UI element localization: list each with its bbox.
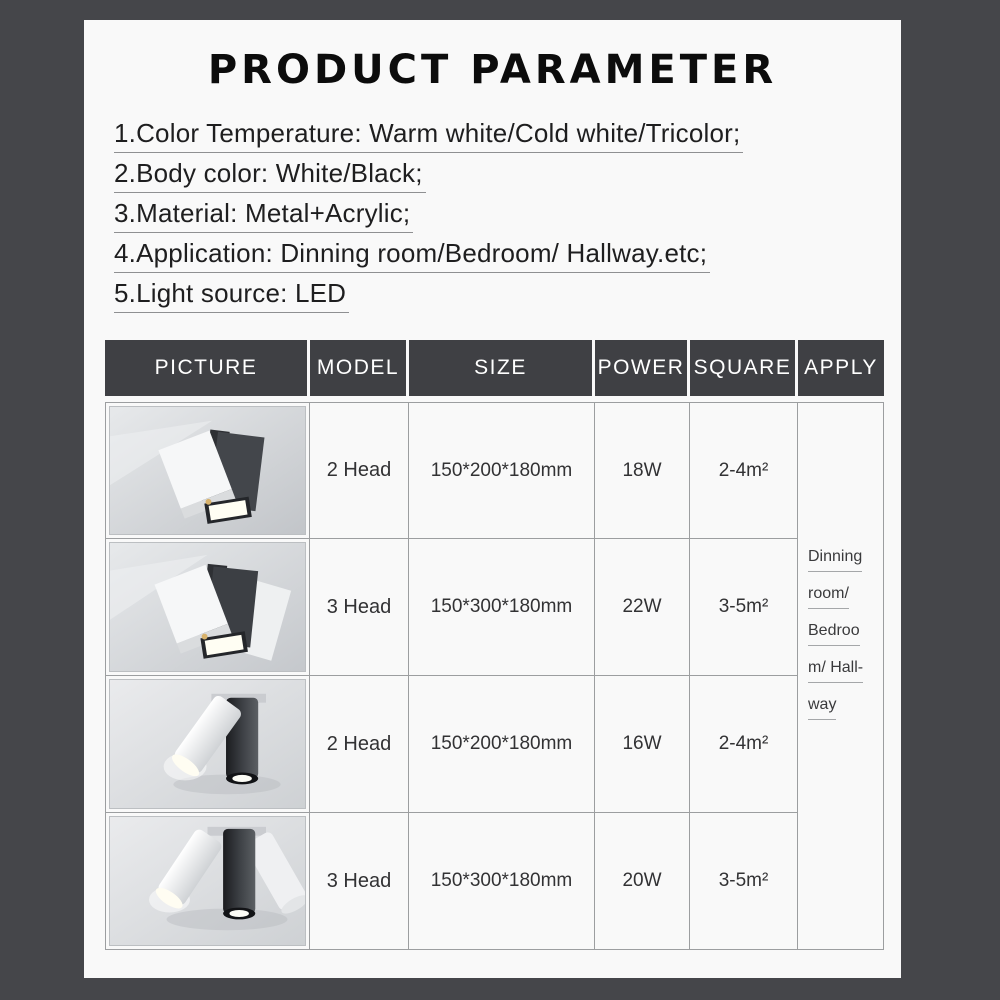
square-cell: 3-5m² bbox=[690, 813, 798, 950]
column-header-square: SQUARE bbox=[690, 340, 798, 402]
photo-2-head-square-light-icon bbox=[109, 406, 306, 535]
model-cell: 3 Head bbox=[310, 813, 409, 950]
feature-text-light-source: 5.Light source: LED bbox=[114, 278, 349, 313]
feature-item bbox=[114, 118, 901, 153]
photo-3-head-cylinder-light-icon bbox=[109, 816, 306, 946]
photo-2-head-cylinder-light-icon bbox=[109, 679, 306, 809]
size-cell: 150*300*180mm bbox=[409, 813, 595, 950]
power-cell: 18W bbox=[595, 402, 690, 539]
picture-cell bbox=[105, 676, 310, 813]
feature-text-body-color: 2.Body color: White/Black; bbox=[114, 158, 426, 193]
size-cell: 150*200*180mm bbox=[409, 402, 595, 539]
model-cell: 2 Head bbox=[310, 676, 409, 813]
column-header-apply: APPLY bbox=[798, 340, 884, 402]
square-cell: 3-5m² bbox=[690, 539, 798, 676]
size-cell: 150*300*180mm bbox=[409, 539, 595, 676]
apply-line: Dinning bbox=[808, 548, 862, 572]
apply-line: room/ bbox=[808, 585, 849, 609]
page-title: PRODUCT PARAMETER bbox=[207, 47, 778, 93]
apply-line: m/ Hall- bbox=[808, 659, 863, 683]
feature-item bbox=[114, 238, 901, 273]
apply-cell bbox=[798, 402, 884, 950]
feature-item bbox=[114, 278, 901, 313]
feature-text-color-temperature: 1.Color Temperature: Warm white/Cold white/Tricolor; bbox=[114, 118, 743, 153]
size-cell: 150*200*180mm bbox=[409, 676, 595, 813]
column-header-model: MODEL bbox=[310, 340, 409, 402]
feature-item bbox=[114, 198, 901, 233]
feature-text-application: 4.Application: Dinning room/Bedroom/ Hallway.etc; bbox=[114, 238, 710, 273]
square-cell: 2-4m² bbox=[690, 402, 798, 539]
power-cell: 20W bbox=[595, 813, 690, 950]
picture-cell bbox=[105, 402, 310, 539]
column-header-size: SIZE bbox=[409, 340, 595, 402]
feature-list bbox=[114, 118, 901, 313]
photo-3-head-square-light-icon bbox=[109, 542, 306, 672]
column-header-picture: PICTURE bbox=[105, 340, 310, 402]
power-cell: 22W bbox=[595, 539, 690, 676]
picture-cell bbox=[105, 539, 310, 676]
feature-item bbox=[114, 158, 901, 193]
product-parameter-card bbox=[84, 20, 901, 978]
picture-cell bbox=[105, 813, 310, 950]
power-cell: 16W bbox=[595, 676, 690, 813]
apply-line: Bedroo bbox=[808, 622, 860, 646]
column-header-power: POWER bbox=[595, 340, 690, 402]
square-cell: 2-4m² bbox=[690, 676, 798, 813]
apply-line: way bbox=[808, 696, 836, 720]
model-cell: 2 Head bbox=[310, 402, 409, 539]
feature-text-material: 3.Material: Metal+Acrylic; bbox=[114, 198, 413, 233]
model-cell: 3 Head bbox=[310, 539, 409, 676]
spec-table bbox=[105, 340, 884, 950]
